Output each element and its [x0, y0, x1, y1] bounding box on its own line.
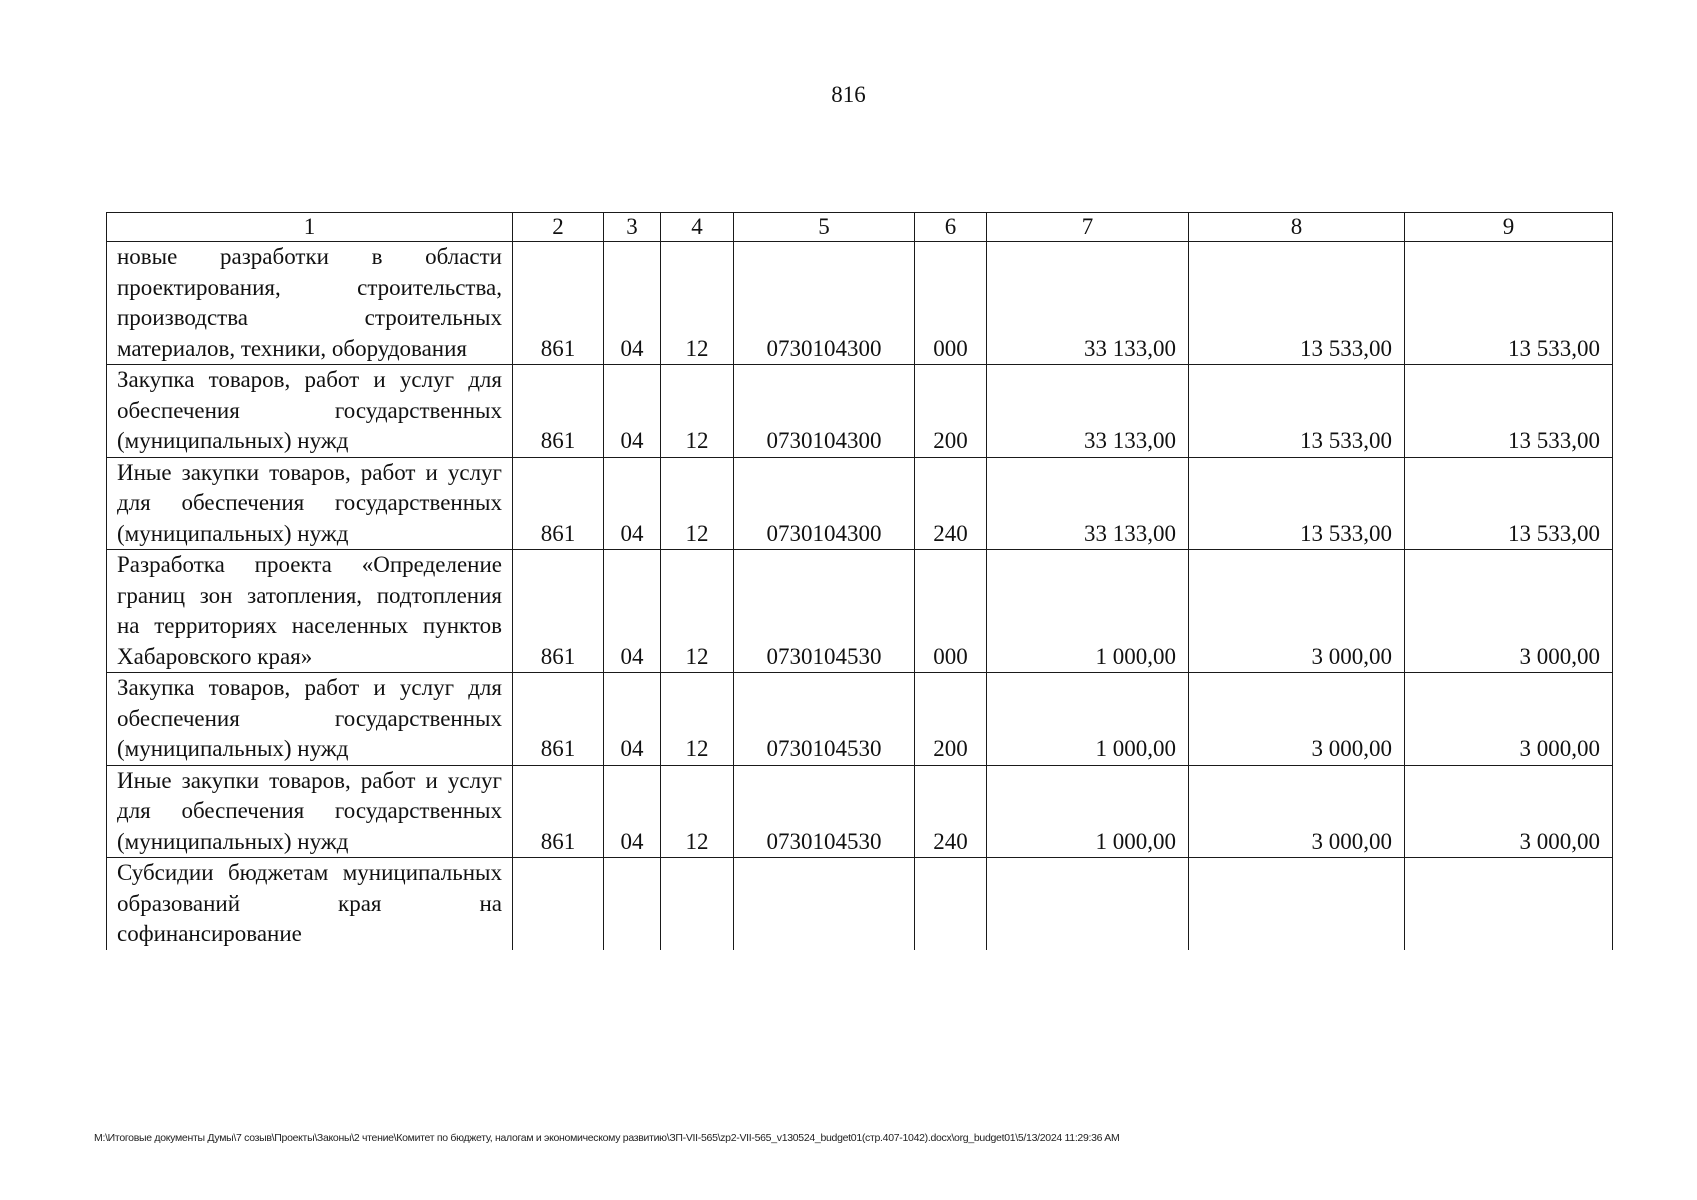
column-header: 1: [107, 213, 513, 242]
amount-col8: 3 000,00: [1189, 765, 1405, 858]
column-header: 4: [661, 213, 734, 242]
subsection-code: [661, 858, 734, 950]
section-code: 04: [604, 365, 661, 458]
table-row: [107, 457, 1613, 550]
column-header: 5: [734, 213, 915, 242]
ministry-code: 861: [513, 365, 604, 458]
amount-col7: 33 133,00: [987, 457, 1189, 550]
target-article-code: 0730104300: [734, 457, 915, 550]
subsection-code: 12: [661, 457, 734, 550]
section-code: 04: [604, 673, 661, 766]
document-file-path: M:\Итоговые документы Думы\7 созыв\Проекты\Законы\2 чтение\Комитет по бюджету, налогам и экономическому развитию\ЗП-VII-565\zp2-VII-565_v130524_budget01(стр.407-1042).docx\org_budget01\5/13/2024 11:29:36 AM: [94, 1132, 1120, 1144]
expense-name: Закупка товаров, работ и услуг для обеспечения государственных (муниципальных) нужд: [107, 365, 513, 458]
amount-col7: 33 133,00: [987, 242, 1189, 365]
table-row: [107, 673, 1613, 766]
amount-col7: 33 133,00: [987, 365, 1189, 458]
ministry-code: 861: [513, 765, 604, 858]
expense-type-code: 200: [915, 365, 987, 458]
table-row: [107, 365, 1613, 458]
amount-col9: [1405, 858, 1613, 950]
section-code: 04: [604, 457, 661, 550]
ministry-code: 861: [513, 673, 604, 766]
expense-type-code: [915, 858, 987, 950]
expense-name: новые разработки в области проектирования, строительства, производства строительных материалов, техники, оборудования: [107, 242, 513, 365]
subsection-code: 12: [661, 673, 734, 766]
amount-col8: [1189, 858, 1405, 950]
ministry-code: 861: [513, 550, 604, 673]
section-code: 04: [604, 242, 661, 365]
expense-type-code: 000: [915, 550, 987, 673]
amount-col9: 13 533,00: [1405, 365, 1613, 458]
expense-type-code: 240: [915, 457, 987, 550]
subsection-code: 12: [661, 550, 734, 673]
amount-col8: 3 000,00: [1189, 550, 1405, 673]
amount-col8: 13 533,00: [1189, 242, 1405, 365]
column-header: 7: [987, 213, 1189, 242]
ministry-code: [513, 858, 604, 950]
ministry-code: 861: [513, 242, 604, 365]
amount-col9: 3 000,00: [1405, 673, 1613, 766]
column-header: 6: [915, 213, 987, 242]
expense-type-code: 000: [915, 242, 987, 365]
amount-col9: 3 000,00: [1405, 765, 1613, 858]
table-row: [107, 242, 1613, 365]
expense-name: Закупка товаров, работ и услуг для обеспечения государственных (муниципальных) нужд: [107, 673, 513, 766]
expense-name: Иные закупки товаров, работ и услуг для обеспечения государственных (муниципальных) нужд: [107, 457, 513, 550]
target-article-code: 0730104300: [734, 242, 915, 365]
table-row: [107, 765, 1613, 858]
target-article-code: 0730104530: [734, 765, 915, 858]
amount-col7: [987, 858, 1189, 950]
target-article-code: 0730104300: [734, 365, 915, 458]
expense-type-code: 240: [915, 765, 987, 858]
section-code: 04: [604, 765, 661, 858]
amount-col9: 3 000,00: [1405, 550, 1613, 673]
subsection-code: 12: [661, 765, 734, 858]
expense-name: Разработка проекта «Определение границ зон затопления, подтопления на территориях населенных пунктов Хабаровского края»: [107, 550, 513, 673]
amount-col9: 13 533,00: [1405, 457, 1613, 550]
expense-name: Субсидии бюджетам муниципальных образований края на софинансирование: [107, 858, 513, 950]
column-header: 8: [1189, 213, 1405, 242]
column-header: 9: [1405, 213, 1613, 242]
expense-type-code: 200: [915, 673, 987, 766]
ministry-code: 861: [513, 457, 604, 550]
budget-table: [106, 212, 1613, 950]
amount-col8: 13 533,00: [1189, 457, 1405, 550]
amount-col7: 1 000,00: [987, 550, 1189, 673]
amount-col8: 13 533,00: [1189, 365, 1405, 458]
subsection-code: 12: [661, 365, 734, 458]
table-header-row: [107, 213, 1613, 242]
table-row: [107, 550, 1613, 673]
column-header: 2: [513, 213, 604, 242]
table-row: [107, 858, 1613, 950]
section-code: [604, 858, 661, 950]
amount-col7: 1 000,00: [987, 673, 1189, 766]
amount-col8: 3 000,00: [1189, 673, 1405, 766]
section-code: 04: [604, 550, 661, 673]
page-number: 816: [831, 82, 866, 107]
subsection-code: 12: [661, 242, 734, 365]
column-header: 3: [604, 213, 661, 242]
expense-name: Иные закупки товаров, работ и услуг для обеспечения государственных (муниципальных) нужд: [107, 765, 513, 858]
target-article-code: 0730104530: [734, 550, 915, 673]
amount-col7: 1 000,00: [987, 765, 1189, 858]
amount-col9: 13 533,00: [1405, 242, 1613, 365]
target-article-code: 0730104530: [734, 673, 915, 766]
target-article-code: [734, 858, 915, 950]
